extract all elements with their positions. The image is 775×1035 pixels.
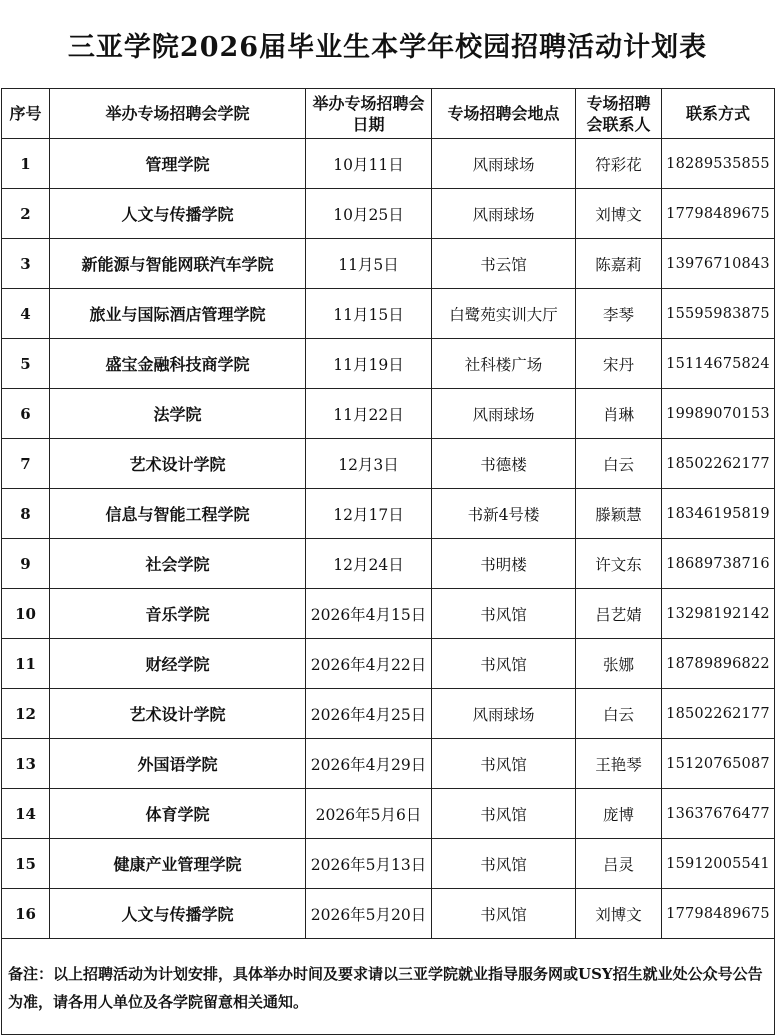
row-date: 10月11日: [306, 139, 432, 189]
row-phone: 17798489675: [662, 889, 775, 939]
table-row: [2, 789, 775, 839]
table-row: [2, 439, 775, 489]
row-college: 信息与智能工程学院: [50, 489, 306, 539]
header-index: 序号: [2, 89, 50, 139]
row-contact: 宋丹: [576, 339, 662, 389]
header-date: 举办专场招聘会日期: [306, 89, 432, 139]
row-phone: 18689738716: [662, 539, 775, 589]
row-index: 11: [2, 639, 50, 689]
table-header-row: [2, 89, 775, 139]
row-venue: 书风馆: [432, 639, 576, 689]
row-index: 16: [2, 889, 50, 939]
table-row: [2, 689, 775, 739]
row-date: 11月5日: [306, 239, 432, 289]
row-date: 12月24日: [306, 539, 432, 589]
row-venue: 书风馆: [432, 589, 576, 639]
header-college: 举办专场招聘会学院: [50, 89, 306, 139]
header-contact: 专场招聘会联系人: [576, 89, 662, 139]
row-date: 12月17日: [306, 489, 432, 539]
table-row: [2, 839, 775, 889]
row-venue: 书新4号楼: [432, 489, 576, 539]
row-date: 11月15日: [306, 289, 432, 339]
row-college: 社会学院: [50, 539, 306, 589]
row-date: 11月22日: [306, 389, 432, 439]
table-row: [2, 639, 775, 689]
row-college: 财经学院: [50, 639, 306, 689]
table-row: [2, 489, 775, 539]
row-date: 2026年5月20日: [306, 889, 432, 939]
row-college: 盛宝金融科技商学院: [50, 339, 306, 389]
row-contact: 白云: [576, 689, 662, 739]
row-college: 艺术设计学院: [50, 689, 306, 739]
table-row: [2, 539, 775, 589]
row-date: 2026年4月29日: [306, 739, 432, 789]
row-index: 12: [2, 689, 50, 739]
row-phone: 18502262177: [662, 689, 775, 739]
row-college: 人文与传播学院: [50, 889, 306, 939]
table-row: [2, 389, 775, 439]
row-index: 1: [2, 139, 50, 189]
table-row: [2, 339, 775, 389]
row-contact: 许文东: [576, 539, 662, 589]
row-index: 4: [2, 289, 50, 339]
row-index: 8: [2, 489, 50, 539]
row-phone: 13637676477: [662, 789, 775, 839]
row-date: 12月3日: [306, 439, 432, 489]
row-venue: 书明楼: [432, 539, 576, 589]
row-contact: 符彩花: [576, 139, 662, 189]
document-title: 三亚学院2026届毕业生本学年校园招聘活动计划表: [67, 31, 708, 63]
row-college: 外国语学院: [50, 739, 306, 789]
row-date: 2026年4月22日: [306, 639, 432, 689]
row-venue: 社科楼广场: [432, 339, 576, 389]
table-row: [2, 139, 775, 189]
row-index: 14: [2, 789, 50, 839]
row-date: 2026年4月15日: [306, 589, 432, 639]
table-row: [2, 739, 775, 789]
row-phone: 18502262177: [662, 439, 775, 489]
row-phone: 18289535855: [662, 139, 775, 189]
note-row: [2, 939, 775, 1035]
row-phone: 17798489675: [662, 189, 775, 239]
row-phone: 18789896822: [662, 639, 775, 689]
row-phone: 18346195819: [662, 489, 775, 539]
row-venue: 风雨球场: [432, 189, 576, 239]
row-contact: 白云: [576, 439, 662, 489]
row-index: 10: [2, 589, 50, 639]
row-date: 2026年5月6日: [306, 789, 432, 839]
header-venue: 专场招聘会地点: [432, 89, 576, 139]
row-college: 法学院: [50, 389, 306, 439]
row-contact: 王艳琴: [576, 739, 662, 789]
row-venue: 书云馆: [432, 239, 576, 289]
row-phone: 13976710843: [662, 239, 775, 289]
row-college: 旅业与国际酒店管理学院: [50, 289, 306, 339]
row-venue: 风雨球场: [432, 689, 576, 739]
row-phone: 15120765087: [662, 739, 775, 789]
row-venue: 白鹭苑实训大厅: [432, 289, 576, 339]
row-college: 人文与传播学院: [50, 189, 306, 239]
row-college: 体育学院: [50, 789, 306, 839]
row-phone: 15912005541: [662, 839, 775, 889]
row-contact: 吕灵: [576, 839, 662, 889]
row-contact: 张娜: [576, 639, 662, 689]
row-phone: 15114675824: [662, 339, 775, 389]
row-index: 5: [2, 339, 50, 389]
table-row: [2, 289, 775, 339]
row-contact: 庞博: [576, 789, 662, 839]
row-college: 新能源与智能网联汽车学院: [50, 239, 306, 289]
row-college: 健康产业管理学院: [50, 839, 306, 889]
row-contact: 刘博文: [576, 189, 662, 239]
row-contact: 滕颖慧: [576, 489, 662, 539]
row-phone: 15595983875: [662, 289, 775, 339]
row-index: 3: [2, 239, 50, 289]
row-college: 音乐学院: [50, 589, 306, 639]
row-venue: 书风馆: [432, 739, 576, 789]
table-row: [2, 889, 775, 939]
row-phone: 13298192142: [662, 589, 775, 639]
row-college: 艺术设计学院: [50, 439, 306, 489]
row-contact: 李琴: [576, 289, 662, 339]
row-date: 2026年5月13日: [306, 839, 432, 889]
recruitment-schedule-table: [1, 88, 775, 1035]
row-venue: 书风馆: [432, 889, 576, 939]
row-contact: 刘博文: [576, 889, 662, 939]
row-index: 9: [2, 539, 50, 589]
table-row: [2, 189, 775, 239]
row-date: 11月19日: [306, 339, 432, 389]
row-index: 15: [2, 839, 50, 889]
header-phone: 联系方式: [662, 89, 775, 139]
row-contact: 肖琳: [576, 389, 662, 439]
row-date: 10月25日: [306, 189, 432, 239]
row-contact: 陈嘉莉: [576, 239, 662, 289]
row-contact: 吕艺婧: [576, 589, 662, 639]
row-venue: 书风馆: [432, 789, 576, 839]
row-venue: 风雨球场: [432, 389, 576, 439]
note-text: 备注：以上招聘活动为计划安排，具体举办时间及要求请以三亚学院就业指导服务网或USY招生就业处公众号公告为准，请各用人单位及各学院留意相关通知。: [2, 939, 775, 1035]
row-venue: 风雨球场: [432, 139, 576, 189]
row-index: 13: [2, 739, 50, 789]
row-venue: 书风馆: [432, 839, 576, 889]
row-index: 2: [2, 189, 50, 239]
row-index: 6: [2, 389, 50, 439]
table-row: [2, 239, 775, 289]
row-phone: 19989070153: [662, 389, 775, 439]
row-college: 管理学院: [50, 139, 306, 189]
row-venue: 书德楼: [432, 439, 576, 489]
table-row: [2, 589, 775, 639]
row-date: 2026年4月25日: [306, 689, 432, 739]
row-index: 7: [2, 439, 50, 489]
